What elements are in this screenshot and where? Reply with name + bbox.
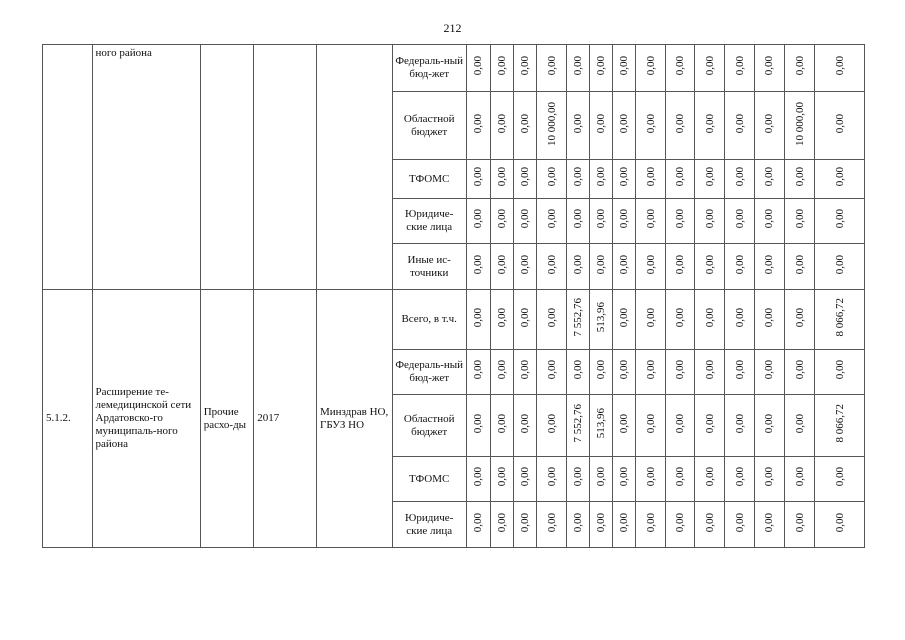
value-cell: 8 066,72	[833, 298, 846, 337]
value-cell: 0,00	[495, 413, 508, 434]
value-cell: 0,00	[545, 209, 558, 229]
value-cell: 0,00	[618, 413, 631, 434]
value-cell: 0,00	[833, 467, 846, 487]
value-cell: 0,00	[733, 307, 746, 328]
number-cell	[43, 45, 93, 290]
value-cell: 0,00	[618, 467, 631, 487]
value-cell: 0,00	[571, 167, 584, 187]
value-cell: 0,00	[644, 360, 657, 380]
value-cell: 0,00	[763, 467, 776, 487]
value-cell: 0,00	[545, 413, 558, 434]
value-cell: 0,00	[644, 307, 657, 328]
value-cell: 0,00	[495, 467, 508, 487]
value-cell: 0,00	[595, 167, 608, 187]
value-cell: 0,00	[703, 360, 716, 380]
value-cell: 0,00	[763, 113, 776, 134]
value-cell: 7 552,76	[571, 404, 584, 443]
value-cell: 0,00	[495, 167, 508, 187]
table-row	[43, 290, 865, 350]
value-cell: 0,00	[519, 512, 532, 533]
value-cell: 0,00	[703, 512, 716, 533]
value-cell: 0,00	[618, 167, 631, 187]
value-cell: 0,00	[763, 413, 776, 434]
value-cell: 0,00	[472, 56, 485, 76]
value-cell: 0,00	[618, 209, 631, 229]
value-cell: 0,00	[733, 413, 746, 434]
value-cell: 0,00	[571, 254, 584, 275]
value-cell: 0,00	[472, 307, 485, 328]
source-cell: Областной бюджет	[392, 395, 466, 457]
value-cell: 0,00	[519, 254, 532, 275]
category-cell: Прочие расхо-ды	[200, 290, 254, 548]
value-cell: 0,00	[519, 307, 532, 328]
value-cell: 0,00	[595, 209, 608, 229]
value-cell: 0,00	[495, 512, 508, 533]
executor-cell	[316, 45, 392, 290]
value-cell: 0,00	[472, 512, 485, 533]
value-cell: 10 000,00	[545, 101, 558, 146]
value-cell: 0,00	[545, 467, 558, 487]
value-cell: 0,00	[472, 360, 485, 380]
value-cell: 0,00	[519, 209, 532, 229]
value-cell: 0,00	[793, 209, 806, 229]
value-cell: 0,00	[644, 209, 657, 229]
value-cell: 0,00	[793, 254, 806, 275]
value-cell: 0,00	[495, 307, 508, 328]
value-cell: 0,00	[519, 413, 532, 434]
value-cell: 0,00	[793, 167, 806, 187]
value-cell: 0,00	[833, 360, 846, 380]
source-cell: Иные ис-точники	[392, 244, 466, 290]
value-cell: 0,00	[763, 56, 776, 76]
value-cell: 0,00	[673, 413, 686, 434]
value-cell: 0,00	[733, 360, 746, 380]
event-name-cell: ного района	[92, 45, 200, 290]
source-cell: Всего, в т.ч.	[392, 290, 466, 350]
value-cell: 0,00	[763, 307, 776, 328]
value-cell: 0,00	[495, 209, 508, 229]
value-cell: 0,00	[703, 56, 716, 76]
value-cell: 0,00	[673, 209, 686, 229]
value-cell: 0,00	[595, 360, 608, 380]
value-cell: 0,00	[618, 360, 631, 380]
value-cell: 0,00	[833, 512, 846, 533]
value-cell: 0,00	[703, 413, 716, 434]
value-cell: 0,00	[644, 167, 657, 187]
value-cell: 0,00	[793, 307, 806, 328]
source-cell: ТФОМС	[392, 457, 466, 502]
value-cell: 0,00	[571, 467, 584, 487]
value-cell: 0,00	[545, 307, 558, 328]
value-cell: 0,00	[763, 360, 776, 380]
value-cell: 0,00	[644, 512, 657, 533]
value-cell: 0,00	[519, 167, 532, 187]
value-cell: 0,00	[571, 113, 584, 134]
value-cell: 0,00	[472, 254, 485, 275]
table-row	[43, 45, 865, 92]
value-cell: 0,00	[793, 413, 806, 434]
value-cell: 0,00	[793, 360, 806, 380]
value-cell: 0,00	[833, 113, 846, 134]
value-cell: 0,00	[472, 467, 485, 487]
value-cell: 0,00	[793, 512, 806, 533]
executor-cell: Минздрав НО, ГБУЗ НО	[316, 290, 392, 548]
value-cell: 0,00	[673, 467, 686, 487]
value-cell: 0,00	[519, 113, 532, 134]
value-cell: 0,00	[472, 167, 485, 187]
value-cell: 0,00	[833, 167, 846, 187]
value-cell: 0,00	[703, 254, 716, 275]
value-cell: 0,00	[495, 113, 508, 134]
value-cell: 8 066,72	[833, 404, 846, 443]
value-cell: 0,00	[673, 167, 686, 187]
source-cell: ТФОМС	[392, 160, 466, 199]
value-cell: 0,00	[703, 167, 716, 187]
value-cell: 0,00	[472, 413, 485, 434]
value-cell: 0,00	[733, 254, 746, 275]
value-cell: 0,00	[673, 254, 686, 275]
budget-table	[42, 44, 865, 548]
year-cell	[254, 45, 317, 290]
value-cell: 0,00	[733, 512, 746, 533]
source-cell: Областной бюджет	[392, 92, 466, 160]
value-cell: 0,00	[618, 56, 631, 76]
value-cell: 0,00	[703, 113, 716, 134]
value-cell: 0,00	[733, 113, 746, 134]
value-cell: 0,00	[495, 56, 508, 76]
value-cell: 0,00	[519, 56, 532, 76]
value-cell: 0,00	[673, 56, 686, 76]
value-cell: 0,00	[644, 113, 657, 134]
value-cell: 0,00	[793, 56, 806, 76]
value-cell: 0,00	[763, 254, 776, 275]
value-cell: 0,00	[703, 209, 716, 229]
source-cell: Федераль-ный бюд-жет	[392, 350, 466, 395]
value-cell: 0,00	[644, 254, 657, 275]
value-cell: 0,00	[733, 209, 746, 229]
value-cell: 0,00	[595, 512, 608, 533]
value-cell: 0,00	[519, 360, 532, 380]
value-cell: 0,00	[545, 512, 558, 533]
value-cell: 0,00	[833, 209, 846, 229]
value-cell: 0,00	[545, 254, 558, 275]
value-cell: 0,00	[571, 56, 584, 76]
value-cell: 0,00	[644, 467, 657, 487]
value-cell: 0,00	[763, 512, 776, 533]
value-cell: 0,00	[644, 413, 657, 434]
value-cell: 0,00	[571, 360, 584, 380]
value-cell: 0,00	[472, 209, 485, 229]
value-cell: 0,00	[618, 307, 631, 328]
page-number: 212	[443, 21, 462, 35]
value-cell: 0,00	[673, 307, 686, 328]
value-cell: 0,00	[595, 113, 608, 134]
value-cell: 0,00	[733, 467, 746, 487]
value-cell: 10 000,00	[793, 101, 806, 146]
value-cell: 0,00	[703, 467, 716, 487]
value-cell: 0,00	[595, 56, 608, 76]
year-cell: 2017	[254, 290, 317, 548]
source-cell: Юридиче-ские лица	[392, 199, 466, 244]
value-cell: 0,00	[763, 209, 776, 229]
value-cell: 0,00	[703, 307, 716, 328]
value-cell: 0,00	[618, 254, 631, 275]
value-cell: 0,00	[618, 512, 631, 533]
value-cell: 513,96	[595, 408, 608, 439]
value-cell: 0,00	[545, 360, 558, 380]
value-cell: 513,96	[595, 302, 608, 333]
value-cell: 0,00	[673, 512, 686, 533]
value-cell: 0,00	[673, 360, 686, 380]
value-cell: 0,00	[545, 167, 558, 187]
value-cell: 0,00	[495, 254, 508, 275]
value-cell: 0,00	[763, 167, 776, 187]
event-name-cell: Расширение те-лемедицинской сети Ардатовско-го муниципаль-ного района	[92, 290, 200, 548]
value-cell: 0,00	[595, 254, 608, 275]
source-cell: Федераль-ный бюд-жет	[392, 45, 466, 92]
value-cell: 0,00	[545, 56, 558, 76]
value-cell: 0,00	[733, 56, 746, 76]
value-cell: 0,00	[793, 467, 806, 487]
source-cell: Юридиче-ские лица	[392, 502, 466, 548]
value-cell: 0,00	[833, 254, 846, 275]
value-cell: 0,00	[733, 167, 746, 187]
value-cell: 0,00	[495, 360, 508, 380]
value-cell: 0,00	[673, 113, 686, 134]
value-cell: 0,00	[519, 467, 532, 487]
value-cell: 0,00	[833, 56, 846, 76]
value-cell: 0,00	[618, 113, 631, 134]
value-cell: 0,00	[595, 467, 608, 487]
event-number-cell: 5.1.2.	[43, 290, 93, 548]
value-cell: 0,00	[472, 113, 485, 134]
value-cell: 0,00	[644, 56, 657, 76]
value-cell: 0,00	[571, 209, 584, 229]
value-cell: 0,00	[571, 512, 584, 533]
category-cell	[200, 45, 254, 290]
value-cell: 7 552,76	[571, 298, 584, 337]
